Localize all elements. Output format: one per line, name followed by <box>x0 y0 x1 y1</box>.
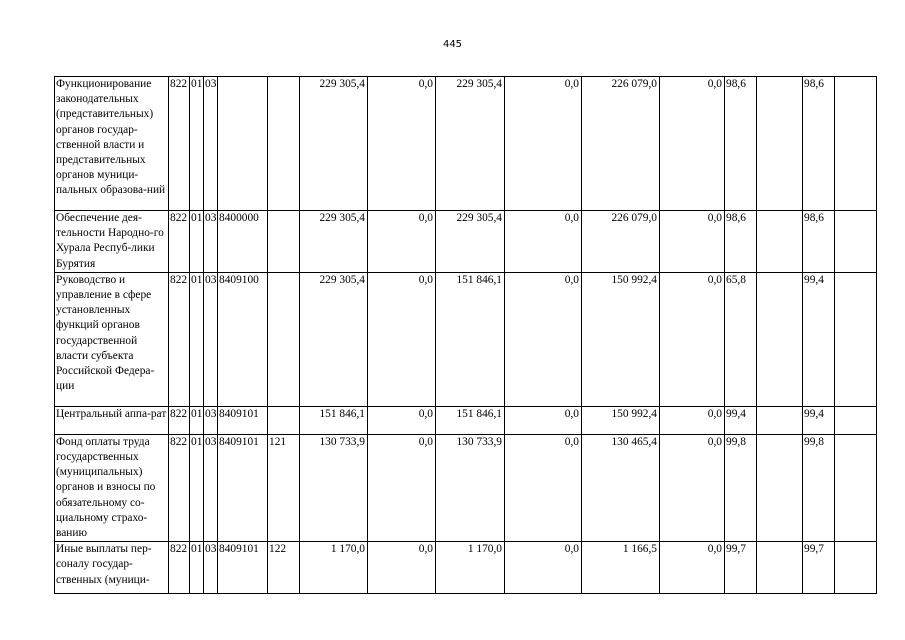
row-name: Обеспечение дея-тельности Народно-го Хурала Респуб-лики Бурятия <box>55 211 169 273</box>
page-number: 445 <box>442 39 463 50</box>
value-1: 229 305,4 <box>300 77 368 211</box>
value-6: 0,0 <box>660 434 725 541</box>
subsection-code: 03 <box>204 542 218 594</box>
ved-code: 822 <box>169 211 190 273</box>
value-4: 0,0 <box>505 434 582 541</box>
value-3: 151 846,1 <box>436 406 505 434</box>
empty-cell <box>835 77 877 211</box>
ved-code: 822 <box>169 406 190 434</box>
value-1: 229 305,4 <box>300 211 368 273</box>
empty-cell <box>757 542 803 594</box>
empty-cell <box>757 406 803 434</box>
ved-code: 822 <box>169 434 190 541</box>
value-3: 130 733,9 <box>436 434 505 541</box>
empty-cell <box>757 272 803 406</box>
value-4: 0,0 <box>505 406 582 434</box>
target-article-code: 8409101 <box>218 434 268 541</box>
table-row <box>55 542 877 594</box>
empty-cell <box>757 77 803 211</box>
row-name: Руководство и управление в сфере установленных функций органов государственной власти субъекта Российской Федера-ции <box>55 272 169 406</box>
percent-2: 99,4 <box>803 406 835 434</box>
target-article-code: 8409100 <box>218 272 268 406</box>
percent-2: 98,6 <box>803 77 835 211</box>
empty-cell <box>835 272 877 406</box>
table-row <box>55 211 877 273</box>
value-1: 229 305,4 <box>300 272 368 406</box>
value-6: 0,0 <box>660 542 725 594</box>
table-row <box>55 272 877 406</box>
ved-code: 822 <box>169 542 190 594</box>
percent-1: 98,6 <box>725 211 757 273</box>
table-row <box>55 77 877 211</box>
value-6: 0,0 <box>660 272 725 406</box>
subsection-code: 03 <box>204 211 218 273</box>
subsection-code: 03 <box>204 77 218 211</box>
value-2: 0,0 <box>368 77 436 211</box>
value-5: 1 166,5 <box>582 542 660 594</box>
percent-1: 65,8 <box>725 272 757 406</box>
percent-2: 99,4 <box>803 272 835 406</box>
row-name: Фонд оплаты труда государственных (муниципальных) органов и взносы по обязательному со-циальному страхо-ванию <box>55 434 169 541</box>
expense-type-code <box>268 77 300 211</box>
empty-cell <box>757 211 803 273</box>
percent-2: 99,8 <box>803 434 835 541</box>
section-code: 01 <box>190 272 204 406</box>
value-2: 0,0 <box>368 211 436 273</box>
subsection-code: 03 <box>204 434 218 541</box>
target-article-code <box>218 77 268 211</box>
expense-type-code <box>268 272 300 406</box>
value-3: 229 305,4 <box>436 77 505 211</box>
value-5: 150 992,4 <box>582 406 660 434</box>
value-2: 0,0 <box>368 434 436 541</box>
value-1: 1 170,0 <box>300 542 368 594</box>
value-4: 0,0 <box>505 542 582 594</box>
subsection-code: 03 <box>204 272 218 406</box>
row-name: Функционирование законодательных (представительных) органов государ-ственной власти и представительных органов муници-пальных образова-ний <box>55 77 169 211</box>
empty-cell <box>835 211 877 273</box>
percent-1: 99,8 <box>725 434 757 541</box>
section-code: 01 <box>190 77 204 211</box>
value-3: 1 170,0 <box>436 542 505 594</box>
section-code: 01 <box>190 211 204 273</box>
value-6: 0,0 <box>660 77 725 211</box>
empty-cell <box>835 434 877 541</box>
percent-1: 98,6 <box>725 77 757 211</box>
target-article-code: 8409101 <box>218 406 268 434</box>
row-name: Иные выплаты пер-соналу государ-ственных (муници- <box>55 542 169 594</box>
value-5: 226 079,0 <box>582 77 660 211</box>
value-2: 0,0 <box>368 272 436 406</box>
budget-table <box>54 76 877 594</box>
section-code: 01 <box>190 406 204 434</box>
expense-type-code <box>268 406 300 434</box>
value-5: 130 465,4 <box>582 434 660 541</box>
target-article-code: 8400000 <box>218 211 268 273</box>
table-row <box>55 406 877 434</box>
expense-type-code: 121 <box>268 434 300 541</box>
subsection-code: 03 <box>204 406 218 434</box>
empty-cell <box>757 434 803 541</box>
table-body <box>55 77 877 594</box>
expense-type-code <box>268 211 300 273</box>
value-2: 0,0 <box>368 542 436 594</box>
value-6: 0,0 <box>660 406 725 434</box>
percent-1: 99,4 <box>725 406 757 434</box>
section-code: 01 <box>190 542 204 594</box>
value-4: 0,0 <box>505 211 582 273</box>
value-4: 0,0 <box>505 272 582 406</box>
value-3: 229 305,4 <box>436 211 505 273</box>
target-article-code: 8409101 <box>218 542 268 594</box>
value-1: 130 733,9 <box>300 434 368 541</box>
expense-type-code: 122 <box>268 542 300 594</box>
value-4: 0,0 <box>505 77 582 211</box>
percent-2: 98,6 <box>803 211 835 273</box>
ved-code: 822 <box>169 77 190 211</box>
ved-code: 822 <box>169 272 190 406</box>
value-6: 0,0 <box>660 211 725 273</box>
value-3: 151 846,1 <box>436 272 505 406</box>
value-2: 0,0 <box>368 406 436 434</box>
row-name: Центральный аппа-рат <box>55 406 169 434</box>
table-row <box>55 434 877 541</box>
empty-cell <box>835 542 877 594</box>
value-1: 151 846,1 <box>300 406 368 434</box>
empty-cell <box>835 406 877 434</box>
percent-2: 99,7 <box>803 542 835 594</box>
value-5: 226 079,0 <box>582 211 660 273</box>
percent-1: 99,7 <box>725 542 757 594</box>
value-5: 150 992,4 <box>582 272 660 406</box>
section-code: 01 <box>190 434 204 541</box>
